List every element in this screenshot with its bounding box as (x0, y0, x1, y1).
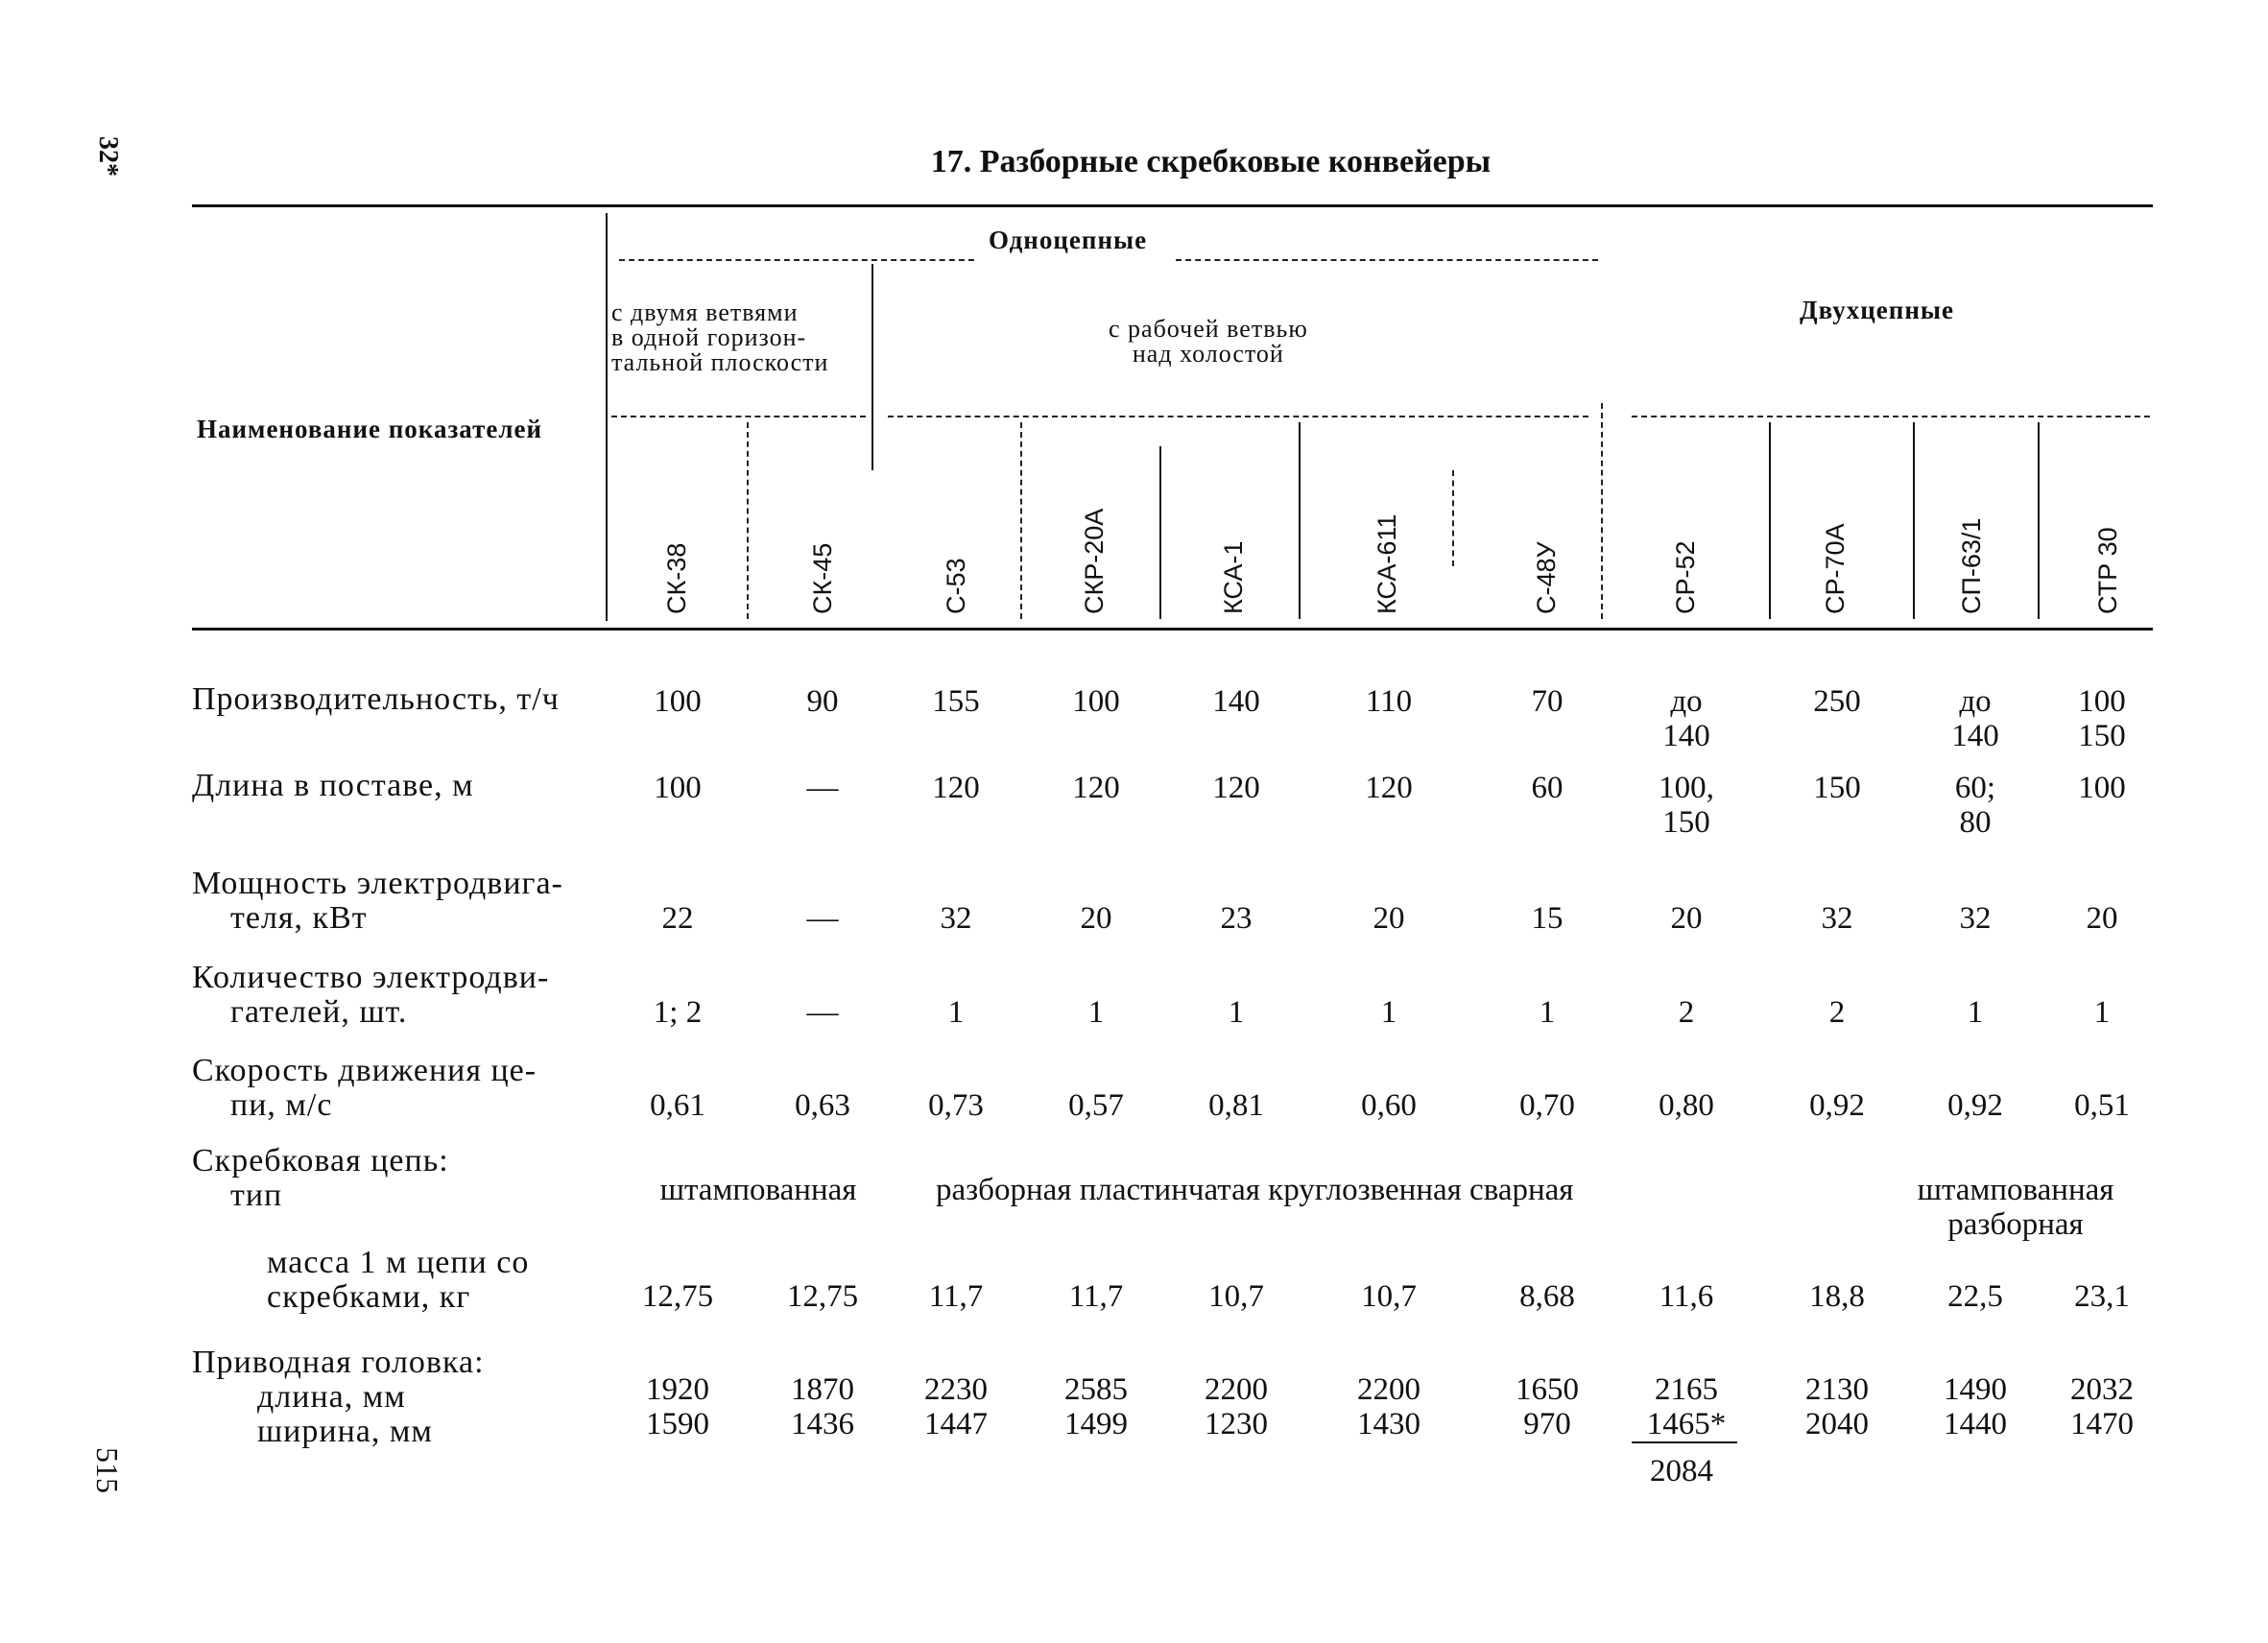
subgroup-two-branches: с двумя ветвями в одной горизон- тальной плоскости (611, 298, 829, 376)
drive-width-footnote-value: 2084 (1650, 1454, 1713, 1488)
chain-mass-cell: 8,68 (1519, 1279, 1575, 1314)
table-cell: до 140 (1662, 684, 1710, 753)
drive-length-cell: 2165 (1655, 1372, 1718, 1407)
table-cell: 22 (661, 901, 694, 936)
table-cell: — (806, 771, 839, 805)
margin-page-number: 515 (90, 1447, 125, 1493)
drive-length-label: длина, мм (257, 1379, 406, 1415)
table-cell: 150 (1813, 771, 1861, 805)
chain-mass-cell: 12,75 (786, 1279, 859, 1314)
table-cell: 120 (1072, 771, 1120, 805)
table-cell: 100 (654, 684, 702, 719)
chain-mass-cell: 23,1 (2074, 1279, 2130, 1314)
table-cell: 1 (1087, 995, 1105, 1030)
table-cell: 23 (1220, 901, 1253, 936)
row-label: Длина в поставе, м (192, 768, 474, 803)
table-cell: 0,57 (1068, 1088, 1124, 1123)
table-cell: 20 (1080, 901, 1112, 936)
model-name: КСА-1 (1219, 540, 1248, 614)
drive-width-cell: 1430 (1357, 1407, 1420, 1441)
chain-mass-cell: 11,7 (1068, 1279, 1124, 1314)
drive-width-cell: 1499 (1064, 1407, 1128, 1441)
table-cell: 32 (1821, 901, 1853, 936)
model-divider (747, 422, 751, 619)
chain-mass-cell: 22,5 (1947, 1279, 2003, 1314)
model-divider (1159, 446, 1161, 619)
table-cell: 1 (1228, 995, 1245, 1030)
drive-width-cell: 970 (1523, 1407, 1571, 1441)
model-name: СК-38 (662, 542, 691, 614)
table-top-rule (192, 204, 2153, 207)
table-cell: 0,73 (928, 1088, 984, 1123)
chain-mass-cell: 12,75 (641, 1279, 714, 1314)
model-divider (1452, 470, 1456, 566)
model-divider (1601, 403, 1605, 619)
header-bottom-rule (192, 628, 2153, 631)
chain-type-stamped-dismountable: штампованная разборная (1917, 1173, 2114, 1242)
drive-width-cell: 1590 (646, 1407, 709, 1441)
drive-length-cell: 1490 (1944, 1372, 2007, 1407)
table-cell: 100 (2078, 771, 2126, 805)
model-name: СКР-20А (1080, 508, 1109, 614)
table-cell: 20 (1373, 901, 1405, 936)
drive-length-cell: 2130 (1805, 1372, 1869, 1407)
table-cell: 120 (1365, 771, 1413, 805)
drive-width-cell: 1440 (1944, 1407, 2007, 1441)
table-cell: 120 (1212, 771, 1260, 805)
table-cell: 0,92 (1947, 1088, 2003, 1123)
table-cell: 20 (1670, 901, 1703, 936)
table-cell: 0,70 (1519, 1088, 1575, 1123)
table-cell: 90 (806, 684, 839, 719)
model-name: СР-52 (1671, 540, 1700, 614)
table-cell: до 140 (1951, 684, 1999, 753)
chain-type-stamped: штампованная (659, 1173, 857, 1207)
drive-length-cell: 1920 (646, 1372, 709, 1407)
single-chain-dash-left (619, 259, 974, 261)
chain-mass-cell: 10,7 (1208, 1279, 1264, 1314)
subheader-dash-3 (1632, 416, 2150, 417)
table-cell: 100 150 (2078, 684, 2126, 753)
model-name: СТР 30 (2093, 527, 2122, 614)
table-cell: 70 (1531, 684, 1564, 719)
table-cell: 1; 2 (653, 995, 703, 1030)
group-single-chain: Одноцепные (989, 226, 1148, 254)
table-cell: 120 (932, 771, 980, 805)
table-cell: 100 (654, 771, 702, 805)
table-cell: 0,92 (1809, 1088, 1865, 1123)
table-cell: 1 (1539, 995, 1556, 1030)
row-label: Количество электродви- гателей, шт. (192, 960, 550, 1030)
model-divider (1299, 422, 1301, 619)
row-label: Производительность, т/ч (192, 681, 560, 717)
chain-mass-label: масса 1 м цепи со скребками, кг (267, 1245, 530, 1315)
drive-width-cell: 1447 (924, 1407, 988, 1441)
table-cell: 60 (1531, 771, 1564, 805)
table-cell: 0,51 (2074, 1088, 2130, 1123)
model-name: С-53 (942, 558, 970, 614)
table-cell: 0,81 (1208, 1088, 1264, 1123)
model-name: С-48У (1532, 541, 1561, 614)
label-column-divider (606, 213, 608, 621)
subheader-dash-2 (888, 416, 1588, 417)
drive-length-cell: 1650 (1516, 1372, 1579, 1407)
chain-mass-cell: 11,6 (1659, 1279, 1714, 1314)
drive-length-cell: 2200 (1205, 1372, 1268, 1407)
drive-length-cell: 1870 (791, 1372, 854, 1407)
chain-section-label: Скребковая цепь: (192, 1143, 449, 1179)
model-name: СП-63/1 (1957, 517, 1986, 614)
model-divider (2038, 422, 2040, 619)
chain-type-welded: разборная пластинчатая круглозвенная сварная (936, 1173, 1574, 1207)
drive-length-cell: 2230 (924, 1372, 988, 1407)
footnote-rule (1632, 1441, 1737, 1443)
drive-length-cell: 2585 (1064, 1372, 1128, 1407)
drive-width-label: ширина, мм (257, 1414, 433, 1449)
table-cell: 0,60 (1361, 1088, 1417, 1123)
subgroup-working-branch: с рабочей ветвью над холостой (1109, 315, 1308, 368)
subgroup-divider (871, 264, 873, 470)
table-cell: 0,63 (795, 1088, 850, 1123)
table-cell: 60; 80 (1954, 771, 1996, 840)
chain-mass-cell: 10,7 (1361, 1279, 1417, 1314)
model-divider (1020, 422, 1024, 619)
drive-width-cell: 1230 (1205, 1407, 1268, 1441)
chain-mass-cell: 11,7 (928, 1279, 984, 1314)
table-cell: 0,80 (1659, 1088, 1714, 1123)
table-cell: 15 (1531, 901, 1564, 936)
table-cell: 1 (1380, 995, 1397, 1030)
chain-mass-cell: 18,8 (1809, 1279, 1865, 1314)
table-title: 17. Разборные скребковые конвейеры (930, 144, 1492, 179)
table-cell: 155 (932, 684, 980, 719)
table-cell: — (806, 995, 839, 1030)
margin-page-mark: 32* (93, 136, 123, 177)
subheader-dash-1 (611, 416, 866, 417)
table-cell: 1 (2093, 995, 2111, 1030)
group-double-chain: Двухцепные (1800, 296, 1954, 324)
drive-length-cell: 2032 (2070, 1372, 2134, 1407)
table-cell: 140 (1212, 684, 1260, 719)
model-divider (1769, 422, 1771, 619)
drive-width-cell: 2040 (1805, 1407, 1869, 1441)
table-cell: 32 (1959, 901, 1992, 936)
model-name: СК-45 (808, 542, 837, 614)
table-cell: 32 (940, 901, 972, 936)
row-label: Мощность электродвига- теля, кВт (192, 866, 563, 936)
single-chain-dash-right (1176, 259, 1598, 261)
table-cell: 2 (1828, 995, 1846, 1030)
drive-width-cell: 1436 (791, 1407, 854, 1441)
model-name: СР-70А (1821, 523, 1850, 614)
table-cell: 250 (1813, 684, 1861, 719)
table-cell: 20 (2086, 901, 2118, 936)
column-header-name: Наименование показателей (197, 415, 543, 443)
drive-width-cell: 1465* (1646, 1407, 1727, 1441)
table-cell: 100, 150 (1659, 771, 1714, 840)
table-cell: 100 (1072, 684, 1120, 719)
table-cell: 1 (1967, 995, 1984, 1030)
row-label: Скорость движения це- пи, м/с (192, 1053, 537, 1123)
drive-length-cell: 2200 (1357, 1372, 1420, 1407)
chain-type-label: тип (230, 1178, 283, 1213)
table-cell: 2 (1678, 995, 1695, 1030)
table-cell: 0,61 (650, 1088, 705, 1123)
drive-section-label: Приводная головка: (192, 1345, 485, 1380)
table-cell: 110 (1365, 684, 1413, 719)
table-cell: 1 (947, 995, 965, 1030)
drive-width-cell: 1470 (2070, 1407, 2134, 1441)
model-divider (1913, 422, 1915, 619)
table-cell: — (806, 901, 839, 936)
model-name: КСА-611 (1373, 513, 1401, 614)
